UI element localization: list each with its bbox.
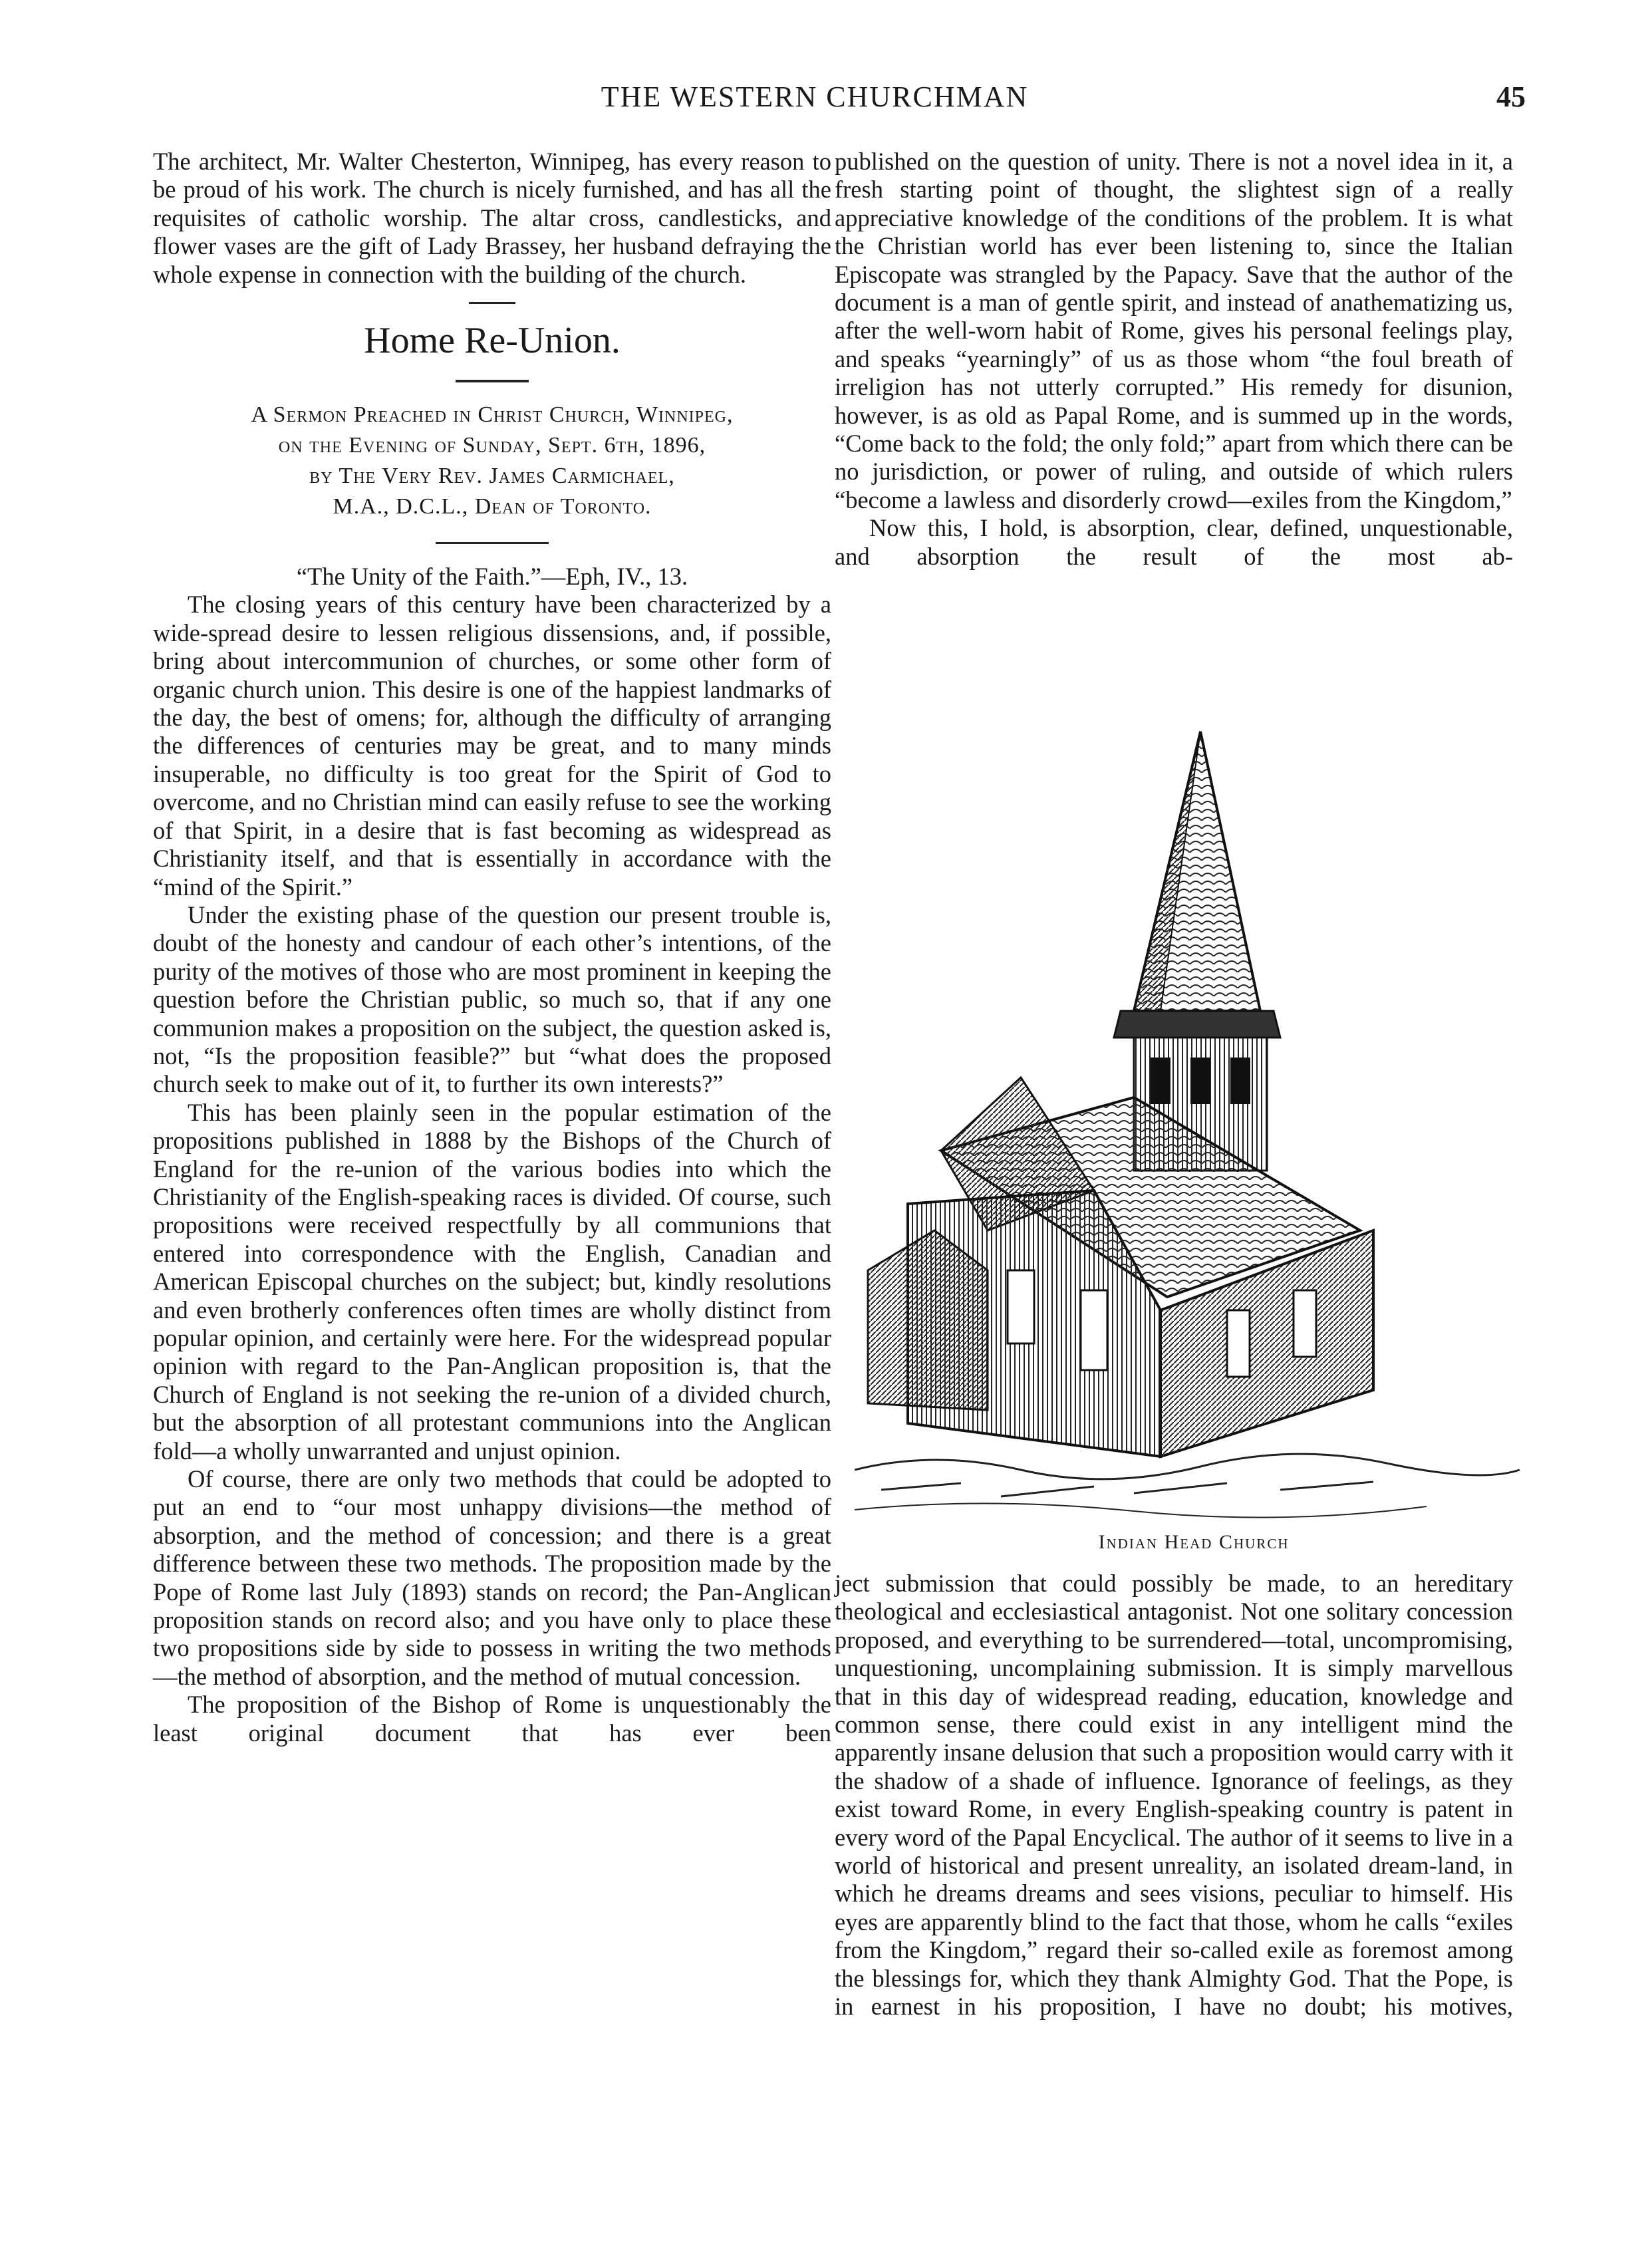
right-paragraph-1: published on the question of unity. There is not a novel idea in it, a fresh starting point of thought, the slightest sign of a really appreciative knowledge of the conditions of the problem. It is what the Christian world has ever been listening to, since the Italian Episcopate was strangled by the Papacy. Save that the author of the document is a man of gentle spirit, and instead of anathematizing us, after the well-worn habit of Rome, gives his personal feelings play, and speaks “yearningly” of us as those whom “the foul breath of irreligion has not utterly corrupted.” His remedy for disunion, however, is as old as Papal Rome, and is summed up in the words, “Come back to the fold; the only fold;” apart from which there can be no jurisdiction, or power of ruling, and outside of which rulers “become a lawless and disorderly crowd—exiles from the Kingdom,” bbox=[835, 148, 1513, 513]
epigraph: “The Unity of the Faith.”—Eph, IV., 13. bbox=[296, 563, 688, 591]
byline-line-3: by The Very Rev. James Carmichael, bbox=[309, 464, 675, 489]
right-paragraph-3: ject submission that could possibly be made, to an hereditary theological and ecclesiastical antagonist. Not one solitary concession proposed, and everything to be surrendered—total, uncompromising, unquestioning, uncomplaining submission. It is simply marvellous that in this day of widespread reading, education, knowledge and common sense, there could exist in any intelligent mind the apparently insane delusion that such a proposition would carry with it the shadow of a shade of influence. Ignorance of feelings, as they exist toward Rome, in every English-speaking country is patent in every word of the Papal Encyclical. The author of it seems to live in a world of historical and present unreality, an isolated dream-land, in which he dreams dreams and sees visions, peculiar to himself. His eyes are apparently blind to the fact that those, whom he calls “exiles from the Kingdom,” regard their so-called exile as foremost among the blessings for, which they thank Almighty God. That the Pope, is in earnest in his proposition, I have no doubt; his motives, bbox=[835, 1570, 1513, 2021]
church-illustration bbox=[855, 725, 1533, 1543]
right-paragraph-2: Now this, I hold, is absorption, clear, defined, unquestionable, and absorption the result of the most ab- bbox=[835, 514, 1513, 570]
church-engraving bbox=[855, 725, 1533, 1530]
paragraph-1: The closing years of this century have been characterized by a wide-spread desire to lessen religious dissensions, and, if possible, bring about intercommunion of churches, or some other form of organic church union. This desire is one of the happiest landmarks of the day, the best of omens; for, although the difficulty of arranging the differences of centuries may be great, and to many minds insuperable, no difficulty is too great for the Spirit of God to overcome, and no Christian mind can easily refuse to see the working of that Spirit, in a desire that is fast becoming as widespread as Christianity itself, and that is essentially in accordance with the “mind of the Spirit.” bbox=[153, 591, 831, 901]
article-title: Home Re-Union. bbox=[364, 320, 620, 362]
paragraph-5: The proposition of the Bishop of Rome is unquestionably the least original document that has ever been bbox=[153, 1691, 831, 1747]
paragraph-2: Under the existing phase of the question our present trouble is, doubt of the honesty and candour of each other’s intentions, of the purity of the motives of those who are most prominent in keeping the question before the Christian public, so much so, that if any one communion makes a proposition on the subject, the question asked is, not, “Is the proposition feasible?” but “what does the proposed church seek to make out of it, to further its own interests?” bbox=[153, 901, 831, 1098]
left-column bbox=[153, 148, 831, 1747]
paragraph-3: This has been plainly seen in the popular estimation of the propositions published in 1888 by the Bishops of the Church of England for the re-union of the various bodies into which the Christianity of the English-speaking races is divided. Of course, such propositions were received respectfully by all communions that entered into correspondence with the English, Canadian and American Episcopal churches on the subject; but, kindly resolutions and even brotherly conferences often times are wholly distinct from popular opinion, and certainly were here. For the widespread popular opinion with regard to the Pan-Anglican proposition is, that the Church of England is not seeking the re-union of a divided church, but the absorption of all protestant communions into the Anglican fold—a wholly unwarranted and unjust opinion. bbox=[153, 1098, 831, 1465]
byline-rule bbox=[436, 542, 549, 544]
title-rule bbox=[456, 380, 529, 382]
right-column-bottom bbox=[835, 1570, 1513, 2021]
figure-caption: Indian Head Church bbox=[1098, 1531, 1290, 1553]
intro-paragraph: The architect, Mr. Walter Chesterton, Winnipeg, has every reason to be proud of his work. The church is nicely furnished, and has all the requisites of catholic worship. The altar cross, candlesticks, and flower vases are the gift of Lady Brassey, her husband defraying the whole expense in connection with the building of the church. bbox=[153, 148, 831, 288]
right-column-top bbox=[835, 148, 1513, 571]
byline-line-2: on the Evening of Sunday, Sept. 6th, 1896, bbox=[278, 433, 706, 458]
byline-line-4: M.A., D.C.L., Dean of Toronto. bbox=[333, 494, 652, 519]
section-divider bbox=[469, 302, 515, 304]
page-number: 45 bbox=[1496, 80, 1526, 113]
byline-line-1: A Sermon Preached in Christ Church, Winnipeg, bbox=[251, 402, 734, 428]
running-title: THE WESTERN CHURCHMAN bbox=[601, 80, 1029, 113]
paragraph-4: Of course, there are only two methods that could be adopted to put an end to “our most unhappy divisions—the method of absorption, and the method of concession; and there is a great difference between these two methods. The proposition made by the Pope of Rome last July (1893) stands on record; the Pan-Anglican proposition stands on record also; and you have only to place these two propositions side by side to possess in writing the two methods—the method of absorption, and the method of mutual concession. bbox=[153, 1465, 831, 1690]
